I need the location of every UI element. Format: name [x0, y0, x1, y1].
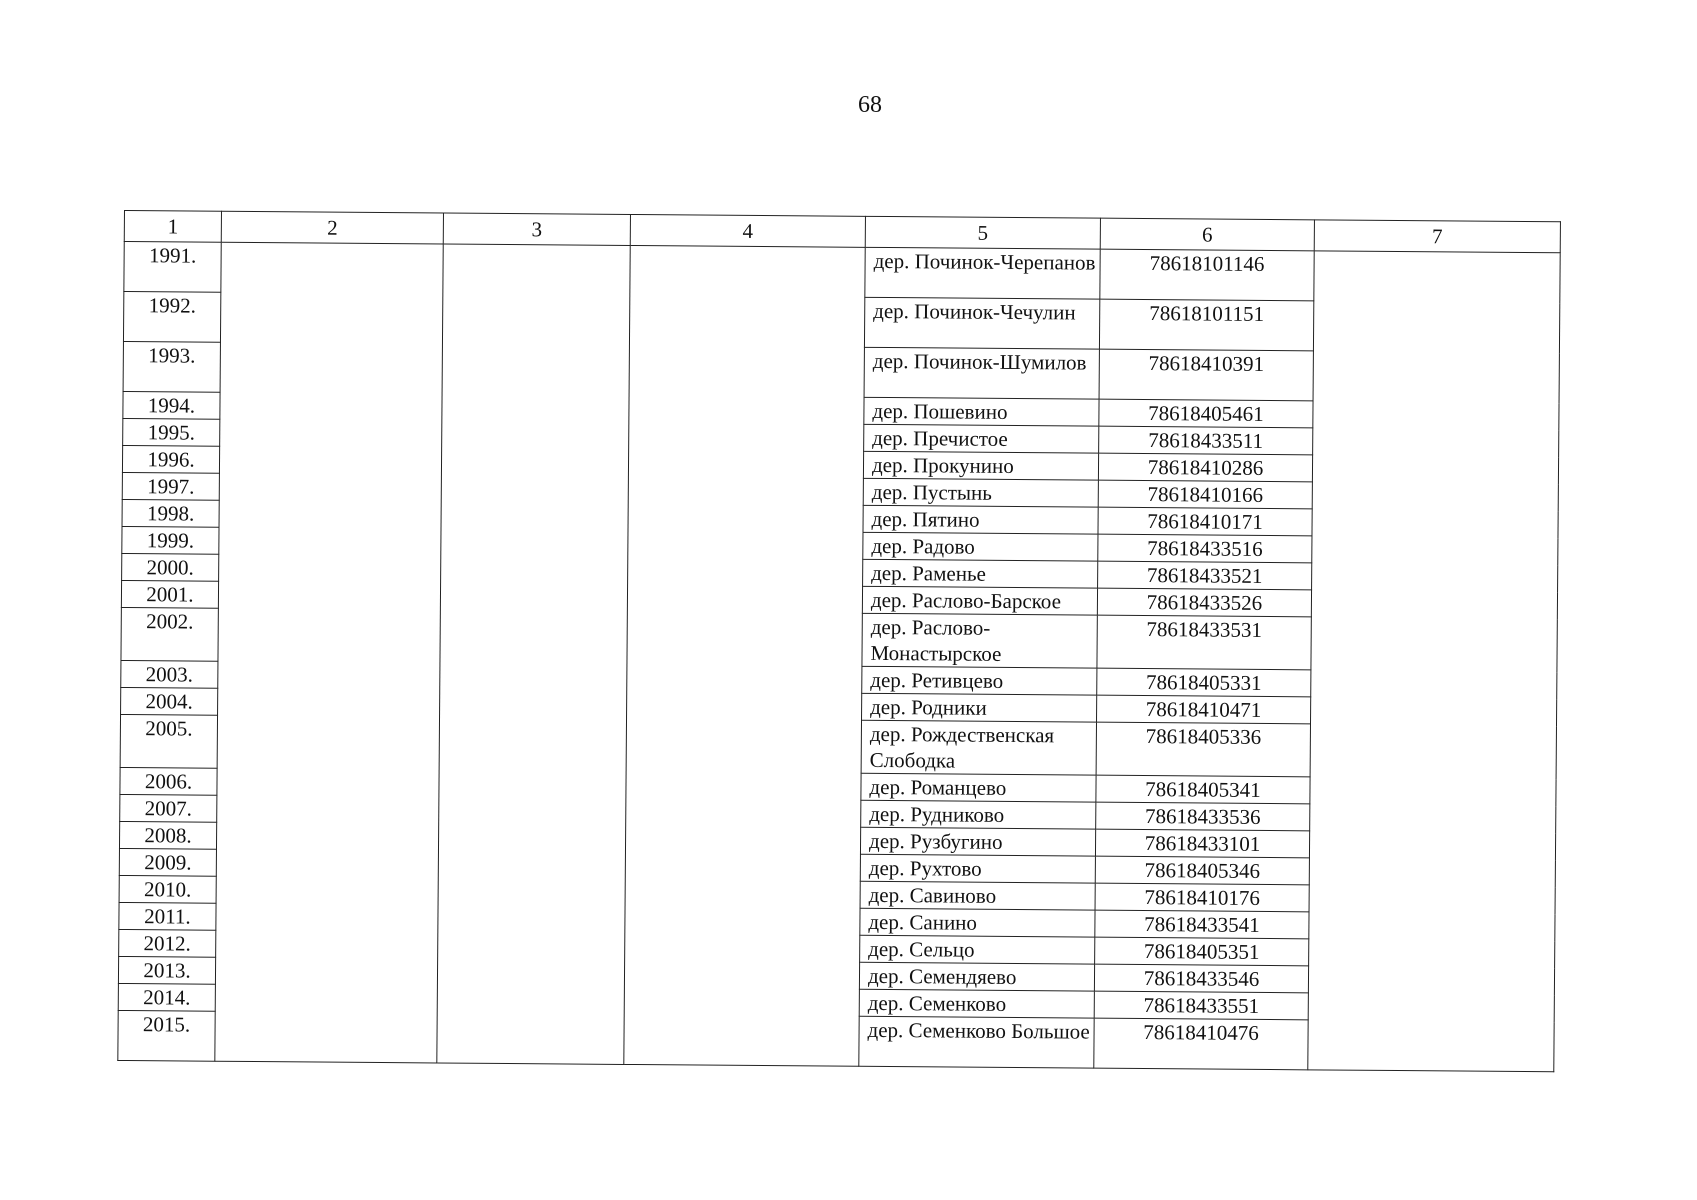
oktmo-code-cell-text: 78618433551	[1143, 993, 1260, 1018]
oktmo-code-cell	[1095, 937, 1309, 966]
settlement-name-cell-text: дер. Радово	[871, 533, 975, 559]
row-number-cell	[118, 983, 215, 1011]
settlement-name-cell	[864, 397, 1099, 426]
settlement-name-cell-text: дер. Ретивцево	[870, 667, 1004, 693]
oktmo-code-cell	[1095, 829, 1309, 858]
oktmo-code-cell	[1094, 964, 1308, 993]
row-number-cell	[119, 929, 216, 957]
oktmo-code-cell-text: 78618405341	[1145, 777, 1261, 802]
settlement-name-cell-text: дер. Починок-Черепанов	[873, 248, 1096, 275]
row-number-cell	[121, 580, 218, 608]
settlement-name-cell	[862, 586, 1097, 615]
settlement-name-cell	[861, 800, 1096, 829]
oktmo-code-cell	[1098, 561, 1312, 590]
settlement-name-cell-text: дер. Рузбугино	[868, 828, 1003, 854]
oktmo-code-cell	[1099, 349, 1313, 401]
row-number-cell-text: 1997.	[147, 474, 195, 499]
settlement-name-cell-text: дер. Семенково Большое	[867, 1017, 1090, 1044]
oktmo-code-cell	[1096, 722, 1310, 777]
column-header-5: 5	[865, 216, 1100, 249]
settlement-name-cell	[859, 989, 1094, 1018]
oktmo-code-cell	[1100, 249, 1314, 301]
settlement-name-cell-text: дер. Пустынь	[871, 479, 992, 505]
row-number-cell	[123, 418, 220, 446]
oktmo-code-cell	[1099, 399, 1313, 428]
row-number-cell	[122, 472, 219, 500]
empty-cell-column-2	[215, 242, 443, 1063]
row-number-cell-text: 1992.	[148, 293, 196, 318]
oktmo-code-cell	[1098, 480, 1312, 509]
settlement-name-cell	[864, 424, 1099, 453]
row-number-cell-text: 2013.	[143, 958, 191, 983]
settlement-name-cell-text: дер. Семендяево	[867, 963, 1017, 990]
settlement-name-cell	[864, 347, 1099, 399]
oktmo-code-cell-text: 78618433541	[1144, 912, 1260, 937]
oktmo-code-cell	[1097, 668, 1311, 697]
oktmo-code-cell	[1094, 991, 1308, 1020]
oktmo-code-cell	[1098, 534, 1312, 563]
row-number-cell	[123, 391, 220, 419]
row-number-cell	[119, 848, 216, 876]
oktmo-code-cell-text: 78618433511	[1148, 428, 1264, 453]
settlement-name-cell	[861, 773, 1096, 802]
row-number-cell-text: 2006.	[144, 769, 193, 794]
oktmo-code-cell	[1095, 883, 1309, 912]
row-number-cell-text: 2015.	[142, 1012, 191, 1037]
row-number-cell	[122, 553, 219, 581]
settlement-name-cell-text: дер. Рождественская Слободка	[869, 721, 1055, 773]
settlement-name-cell	[860, 881, 1095, 910]
oktmo-code-cell-text: 78618433536	[1144, 804, 1261, 829]
oktmo-code-cell-text: 78618410286	[1147, 455, 1264, 480]
settlement-name-cell	[863, 532, 1098, 561]
settlement-name-cell-text: дер. Рухтово	[868, 855, 982, 881]
column-header-3: 3	[443, 213, 630, 245]
row-number-cell-text: 2007.	[144, 796, 193, 821]
settlement-name-cell-text: дер. Прокунино	[871, 452, 1014, 478]
settlement-name-cell	[860, 827, 1095, 856]
row-number-cell	[119, 821, 216, 849]
row-number-cell	[122, 445, 219, 473]
row-number-cell-text: 1994.	[147, 393, 196, 418]
settlement-name-cell	[863, 451, 1098, 480]
row-number-cell-text: 2000.	[146, 555, 194, 580]
settlement-name-cell-text: дер. Санино	[868, 909, 978, 935]
empty-cell-column-3	[437, 244, 630, 1064]
oktmo-code-cell-text: 78618405331	[1145, 670, 1262, 695]
register-table	[117, 210, 1561, 1072]
row-number-cell	[121, 607, 218, 661]
row-number-cell-text: 1996.	[147, 447, 195, 472]
column-header-1: 1	[124, 211, 221, 243]
oktmo-code-cell-text: 78618405346	[1144, 858, 1261, 883]
oktmo-code-cell-text: 78618433521	[1146, 563, 1263, 588]
table-row	[124, 242, 1560, 303]
settlement-name-cell-text: дер. Раменье	[871, 560, 987, 586]
oktmo-code-cell-text: 78618433531	[1146, 617, 1263, 642]
oktmo-code-cell	[1095, 856, 1309, 885]
settlement-name-cell	[861, 720, 1096, 775]
row-number-cell-text: 2005.	[145, 716, 193, 741]
column-header-7: 7	[1314, 220, 1560, 253]
settlement-name-cell	[860, 908, 1095, 937]
oktmo-code-cell-text: 78618433101	[1144, 831, 1261, 856]
oktmo-code-cell	[1099, 426, 1313, 455]
settlement-name-cell	[860, 935, 1095, 964]
row-number-cell	[123, 341, 220, 392]
oktmo-code-cell-text: 78618410166	[1147, 482, 1264, 507]
row-number-cell-text: 2003.	[145, 662, 194, 687]
row-number-cell	[120, 714, 217, 768]
settlement-name-cell	[860, 854, 1095, 883]
oktmo-code-cell-text: 78618405336	[1145, 724, 1262, 749]
settlement-name-cell	[863, 478, 1098, 507]
settlement-name-cell-text: дер. Раслово-Барское	[870, 587, 1062, 614]
settlement-name-cell	[862, 613, 1097, 668]
settlement-name-cell	[865, 247, 1100, 299]
row-number-cell	[123, 292, 220, 343]
settlement-name-cell-text: дер. Рудниково	[869, 801, 1005, 827]
page-number: 68	[858, 92, 882, 118]
row-number-cell-text: 2009.	[144, 850, 192, 875]
settlement-name-cell	[859, 962, 1094, 991]
column-header-4: 4	[630, 214, 865, 247]
oktmo-code-cell	[1097, 588, 1311, 617]
row-number-cell-text: 2008.	[144, 823, 192, 848]
row-number-cell-text: 2011.	[144, 904, 191, 929]
row-number-cell	[118, 1010, 215, 1061]
settlement-name-cell	[859, 1016, 1094, 1068]
settlement-name-cell-text: дер. Раслово-Монастырское	[870, 614, 1002, 666]
settlement-name-cell	[862, 693, 1097, 722]
row-number-cell-text: 2014.	[143, 985, 191, 1010]
row-number-cell	[119, 902, 216, 930]
settlement-name-cell-text: дер. Родники	[870, 694, 987, 720]
settlement-name-cell	[863, 505, 1098, 534]
row-number-cell	[120, 767, 217, 795]
oktmo-code-cell	[1099, 299, 1313, 351]
settlement-name-cell-text: дер. Савиново	[868, 882, 997, 908]
row-number-cell-text: 1995.	[147, 420, 195, 445]
row-number-cell-text: 2004.	[145, 689, 193, 714]
row-number-cell	[121, 687, 218, 715]
oktmo-code-cell-text: 78618433546	[1143, 966, 1260, 991]
oktmo-code-cell	[1098, 507, 1312, 536]
column-header-6: 6	[1100, 218, 1314, 251]
row-number-cell-text: 2012.	[143, 931, 191, 956]
row-number-cell-text: 1998.	[146, 501, 195, 526]
oktmo-code-cell-text: 78618101146	[1149, 251, 1265, 276]
row-number-cell-text: 2002.	[146, 609, 194, 634]
register-table-wrapper	[117, 210, 1561, 1072]
empty-cell-column-7	[1308, 251, 1560, 1072]
oktmo-code-cell-text: 78618433516	[1147, 536, 1263, 561]
settlement-name-cell-text: дер. Пошевино	[872, 398, 1008, 424]
settlement-name-cell	[862, 666, 1097, 695]
oktmo-code-cell-text: 78618410171	[1147, 509, 1263, 534]
oktmo-code-cell-text: 78618405351	[1143, 939, 1260, 964]
oktmo-code-cell	[1096, 802, 1310, 831]
row-number-cell	[120, 794, 217, 822]
row-number-cell	[124, 242, 221, 293]
oktmo-code-cell-text: 78618410391	[1148, 351, 1265, 376]
oktmo-code-cell-text: 78618433526	[1146, 590, 1263, 615]
oktmo-code-cell-text: 78618405461	[1148, 401, 1264, 426]
oktmo-code-cell	[1097, 695, 1311, 724]
oktmo-code-cell	[1098, 453, 1312, 482]
settlement-name-cell-text: дер. Пятино	[871, 506, 980, 532]
row-number-cell	[119, 875, 216, 903]
oktmo-code-cell-text: 78618410176	[1144, 885, 1260, 910]
oktmo-code-cell	[1096, 775, 1310, 804]
settlement-name-cell-text: дер. Починок-Шумилов	[872, 348, 1087, 375]
row-number-cell	[121, 660, 218, 688]
row-number-cell-text: 1999.	[146, 528, 195, 553]
oktmo-code-cell-text: 78618410471	[1145, 697, 1262, 722]
settlement-name-cell-text: дер. Сельцо	[868, 936, 975, 962]
settlement-name-cell	[863, 559, 1098, 588]
row-number-cell-text: 2010.	[143, 877, 192, 902]
row-number-cell	[118, 956, 215, 984]
row-number-cell-text: 1991.	[148, 243, 197, 268]
oktmo-code-cell-text: 78618101151	[1149, 301, 1265, 326]
row-number-cell	[122, 499, 219, 527]
settlement-name-cell-text: дер. Романцево	[869, 774, 1007, 800]
row-number-cell	[122, 526, 219, 554]
oktmo-code-cell	[1097, 615, 1311, 670]
settlement-name-cell	[864, 297, 1099, 349]
oktmo-code-cell	[1094, 1018, 1308, 1070]
row-number-cell-text: 2001.	[146, 582, 194, 607]
column-header-2: 2	[221, 211, 443, 244]
settlement-name-cell-text: дер. Пречистое	[872, 425, 1008, 451]
oktmo-code-cell-text: 78618410476	[1143, 1020, 1259, 1045]
settlement-name-cell-text: дер. Починок-Чечулин	[873, 298, 1076, 325]
empty-cell-column-4	[624, 245, 865, 1066]
oktmo-code-cell	[1095, 910, 1309, 939]
table-body	[118, 242, 1560, 1072]
row-number-cell-text: 1993.	[148, 343, 196, 368]
settlement-name-cell-text: дер. Семенково	[867, 990, 1007, 1016]
